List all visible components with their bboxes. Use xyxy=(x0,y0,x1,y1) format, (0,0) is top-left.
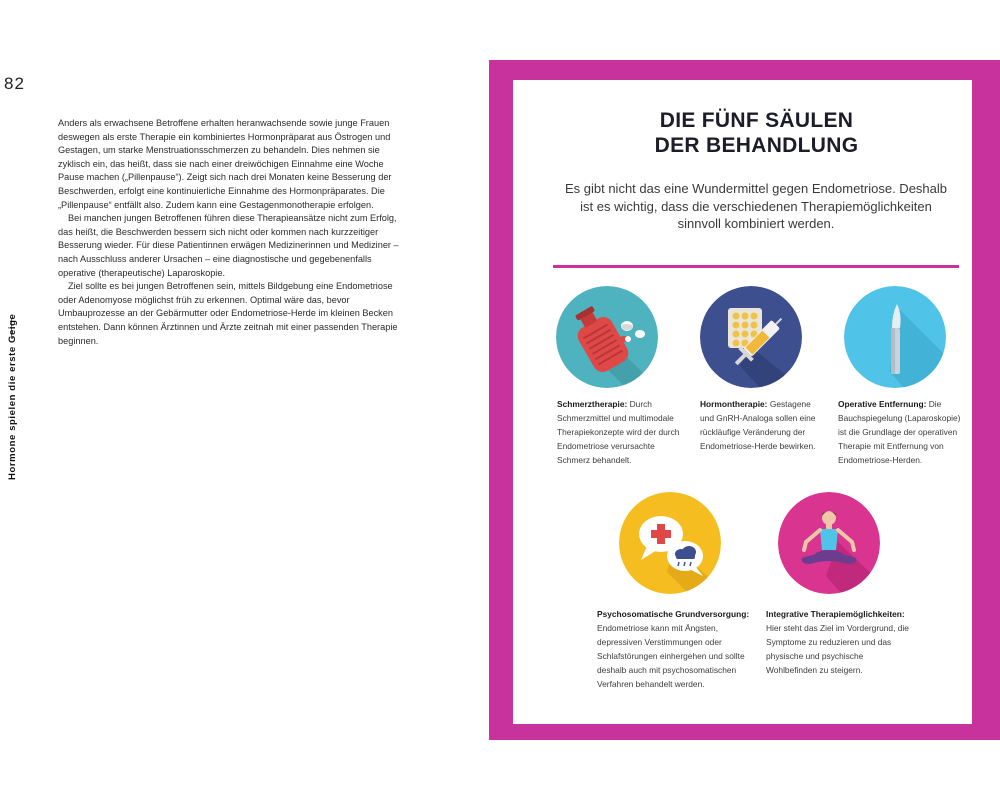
pillar-description xyxy=(700,397,824,453)
pillar-description xyxy=(838,397,964,467)
pillar-description xyxy=(597,607,757,691)
infobox-intro: Es gibt nicht das eine Wundermittel gegen Endometriose. Deshalb ist es wichtig, dass die verschiedenen Therapiemöglichkeiten sinnvoll kombiniert werden. xyxy=(564,181,948,231)
pillar-text: Endometriose kann mit Ängsten, depressiven Verstimmungen oder Schlafstörungen einhergehen und sollte deshalb auch mit psychosomatischen Verfahren behandelt werden. xyxy=(597,623,745,689)
pillar-text: Durch Schmerzmittel und multimodale Therapiekonzepte wird der durch Endometriose verursachte Schmerz behandelt. xyxy=(557,399,680,465)
pillar-heading: Operative Entfernung: xyxy=(838,399,927,409)
page-number: 82 xyxy=(4,74,25,93)
running-head: Hormone spielen die erste Geige xyxy=(7,313,18,480)
infobox-title-line: DER BEHANDLUNG xyxy=(654,134,859,157)
infobox-divider xyxy=(553,265,959,268)
pillar-description xyxy=(766,607,916,677)
pillar-text: Gestagene und GnRH-Analoga sollen eine rückläufige Veränderung der Endometriose-Herde bewirken. xyxy=(700,399,816,451)
body-paragraph: Bei manchen jungen Betroffenen führen diese Therapieansätze nicht zum Erfolg, das heißt, die Beschwerden bessern sich nicht oder kommen nach kurzzeitiger Besserung wieder. Für diese Patientinnen erwägen Medizinerinnen und Mediziner – nach Ausschluss anderer Ursachen – eine diagnostische und gegebenenfalls operative (therapeutische) Laparoskopie. xyxy=(58,213,399,278)
pillar-text: Hier steht das Ziel im Vordergrund, die Symptome zu reduzieren und das physische und psychische Wohlbefinden zu steigern. xyxy=(766,623,909,675)
pillar-text: Die Bauchspiegelung (Laparoskopie) ist die Grundlage der operativen Therapie mit Entfernung von Endometriose-Herden. xyxy=(838,399,961,465)
pillar-heading: Schmerztherapie: xyxy=(557,399,628,409)
scalpel-icon xyxy=(844,286,946,388)
infobox-title xyxy=(513,108,1000,158)
hot-water-bottle-icon xyxy=(556,286,658,388)
pillar-description xyxy=(557,397,687,467)
pillar-heading: Integrative Therapiemöglichkeiten: xyxy=(766,609,905,619)
body-paragraph: Anders als erwachsene Betroffene erhalten heranwachsende sowie junge Frauen deswegen als erste Therapie ein kombiniertes Hormonpräparat aus Östrogen und Gestagen, um starke Menstruationsschmerzen zu behandeln. Dies nehmen sie zyklisch ein, das heißt, dass sie nach einer dreiwöchigen Einnahme eine Woche Pause machen („Pillenpause“). Zeigt sich nach drei Monaten keine Besserung der Beschwerden, erfolgt eine kontinuierliche Einnahme des Hormonpräparates. Die „Pillenpause“ entfällt also. Zudem kann eine Gestagenmonotherapie erfolgen. xyxy=(58,118,392,210)
infobox-title-line: DIE FÜNF SÄULEN xyxy=(659,109,854,132)
speech-bubbles-icon xyxy=(619,492,721,594)
body-text xyxy=(58,117,402,348)
pillar-heading: Psychosomatische Grundversorgung: xyxy=(597,609,750,619)
pills-syringe-icon xyxy=(700,286,802,388)
body-paragraph: Ziel sollte es bei jungen Betroffenen sein, mittels Bildgebung eine Endometriose oder Adenomyose möglichst früh zu erkennen. Optimal wäre das, bevor Umbauprozesse an der Gebärmutter oder Endometriose-Herde im kleinen Becken entstehen. Dann können Ärztinnen und Ärzte zeitnah mit einer passenden Therapie beginnen. xyxy=(58,281,398,346)
yoga-woman-icon xyxy=(778,492,880,594)
pillar-heading: Hormontherapie: xyxy=(700,399,768,409)
